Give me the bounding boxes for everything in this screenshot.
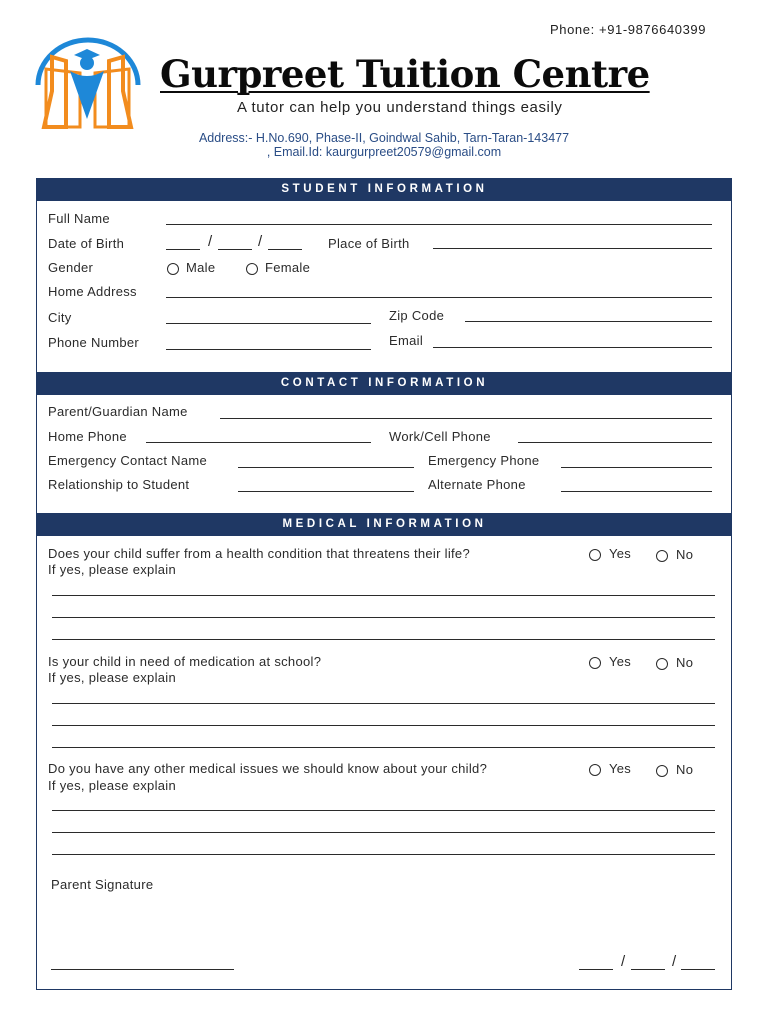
parent-signature-label: Parent Signature — [51, 877, 154, 892]
emergency-name-label: Emergency Contact Name — [48, 453, 208, 468]
alternate-phone-field[interactable] — [561, 491, 712, 492]
section-header-medical: MEDICAL INFORMATION — [37, 513, 732, 536]
section-header-student: STUDENT INFORMATION — [37, 178, 732, 201]
emergency-phone-field[interactable] — [561, 467, 712, 468]
phone-number-field[interactable] — [166, 349, 371, 350]
form-frame — [36, 178, 732, 990]
dob-year-field[interactable] — [268, 249, 302, 250]
gender-label: Gender — [48, 260, 94, 275]
gender-female-label: Female — [265, 260, 311, 275]
home-address-label: Home Address — [48, 284, 137, 299]
home-phone-label: Home Phone — [48, 429, 127, 444]
phone-number-label: Phone Number — [48, 335, 140, 350]
q3-explain-line[interactable] — [52, 810, 715, 811]
q1-explain-line[interactable] — [52, 617, 715, 618]
home-address-field[interactable] — [166, 297, 712, 298]
dob-month-field[interactable] — [218, 249, 252, 250]
emergency-phone-label: Emergency Phone — [428, 453, 540, 468]
email-address: , Email.Id: kaurgurpreet20579@gmail.com — [266, 145, 502, 159]
dob-day-field[interactable] — [166, 249, 200, 250]
guardian-name-label: Parent/Guardian Name — [48, 404, 188, 419]
place-of-birth-label: Place of Birth — [328, 236, 410, 251]
address: Address:- H.No.690, Phase-II, Goindwal Sahib, Tarn-Taran-143477 — [198, 131, 570, 145]
gender-female-radio[interactable] — [246, 263, 258, 275]
zip-code-field[interactable] — [465, 321, 712, 322]
city-label: City — [48, 310, 72, 325]
dob-separator: / — [258, 233, 263, 250]
q3-yes-label: Yes — [609, 761, 632, 776]
full-name-label: Full Name — [48, 211, 110, 226]
q1-no-label: No — [676, 547, 694, 562]
gender-male-label: Male — [186, 260, 216, 275]
q3-no-label: No — [676, 762, 694, 777]
date-separator: / — [621, 953, 626, 970]
email-field[interactable] — [433, 347, 712, 348]
medical-question-3: Do you have any other medical issues we should know about your child? — [48, 761, 488, 776]
section-header-contact: CONTACT INFORMATION — [37, 372, 732, 395]
medical-question-1: Does your child suffer from a health condition that threatens their life? — [48, 546, 470, 561]
alternate-phone-label: Alternate Phone — [428, 477, 526, 492]
q2-no-label: No — [676, 655, 694, 670]
q3-explain-line[interactable] — [52, 854, 715, 855]
q1-yes-radio[interactable] — [589, 549, 601, 561]
dob-separator: / — [208, 233, 213, 250]
gender-male-radio[interactable] — [167, 263, 179, 275]
logo-icon — [30, 33, 145, 133]
signature-date-day-field[interactable] — [579, 969, 613, 970]
zip-code-label: Zip Code — [389, 308, 445, 323]
q2-yes-label: Yes — [609, 654, 632, 669]
tagline: A tutor can help you understand things easily — [237, 99, 563, 116]
q1-explain-line[interactable] — [52, 639, 715, 640]
signature-date-year-field[interactable] — [681, 969, 715, 970]
header-phone: Phone: +91-9876640399 — [550, 22, 707, 37]
city-field[interactable] — [166, 323, 371, 324]
q3-yes-radio[interactable] — [589, 764, 601, 776]
q2-no-radio[interactable] — [656, 658, 668, 670]
date-separator: / — [672, 953, 677, 970]
signature-date-month-field[interactable] — [631, 969, 665, 970]
work-phone-field[interactable] — [518, 442, 712, 443]
dob-label: Date of Birth — [48, 236, 125, 251]
medical-question-2: Is your child in need of medication at school? — [48, 654, 322, 669]
q1-no-radio[interactable] — [656, 550, 668, 562]
email-label: Email — [389, 333, 424, 348]
page-title: Gurpreet Tuition Centre — [160, 52, 650, 96]
q2-explain-line[interactable] — [52, 747, 715, 748]
q1-yes-label: Yes — [609, 546, 632, 561]
q3-explain-line[interactable] — [52, 832, 715, 833]
q2-yes-radio[interactable] — [589, 657, 601, 669]
relationship-label: Relationship to Student — [48, 477, 190, 492]
q3-no-radio[interactable] — [656, 765, 668, 777]
relationship-field[interactable] — [238, 491, 414, 492]
place-of-birth-field[interactable] — [433, 248, 712, 249]
guardian-name-field[interactable] — [220, 418, 712, 419]
home-phone-field[interactable] — [146, 442, 371, 443]
explain-label: If yes, please explain — [48, 670, 177, 685]
q1-explain-line[interactable] — [52, 595, 715, 596]
explain-label: If yes, please explain — [48, 562, 177, 577]
explain-label: If yes, please explain — [48, 778, 177, 793]
q2-explain-line[interactable] — [52, 725, 715, 726]
work-phone-label: Work/Cell Phone — [389, 429, 491, 444]
emergency-name-field[interactable] — [238, 467, 414, 468]
q2-explain-line[interactable] — [52, 703, 715, 704]
parent-signature-field[interactable] — [51, 969, 234, 970]
full-name-field[interactable] — [166, 224, 712, 225]
